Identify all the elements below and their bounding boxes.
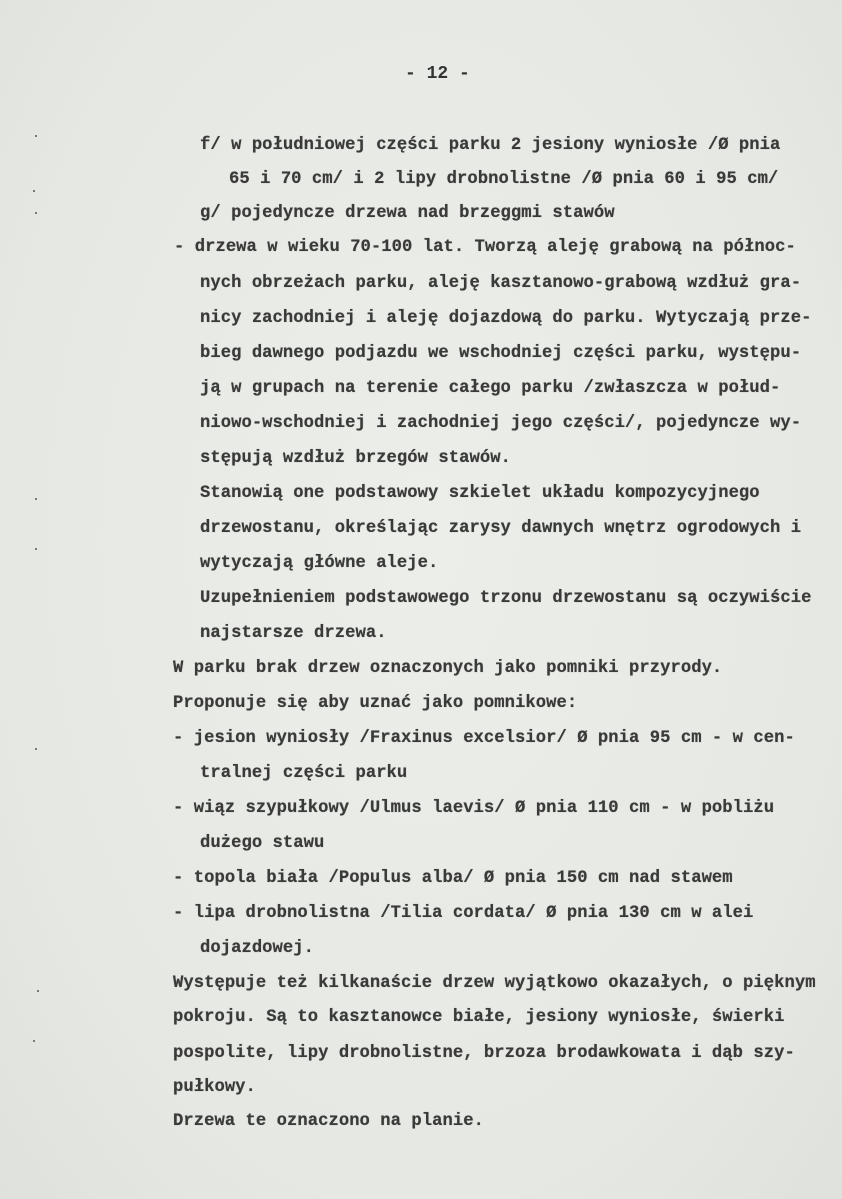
text-line: ją w grupach na terenie całego parku /zwłaszcza w połud-	[200, 379, 781, 398]
text-line: - topola biała /Populus alba/ Ø pnia 150 cm nad stawem	[173, 869, 733, 888]
page-number: - 12 -	[405, 64, 470, 84]
text-line: dojazdowej.	[200, 939, 315, 958]
scan-speck	[35, 498, 37, 500]
text-line: - wiąz szypułkowy /Ulmus laevis/ Ø pnia 110 cm - w pobliżu	[173, 799, 775, 818]
text-line: dużego stawu	[200, 834, 325, 853]
text-line: - jesion wyniosły /Fraxinus excelsior/ Ø pnia 95 cm - w cen-	[173, 729, 795, 748]
text-line: pułkowy.	[173, 1078, 256, 1097]
scan-speck	[35, 748, 37, 750]
text-line: f/ w południowej części parku 2 jesiony wyniosłe /Ø pnia	[200, 136, 781, 155]
text-line: g/ pojedyncze drzewa nad brzeggmi stawów	[200, 204, 615, 223]
text-line: Stanowią one podstawowy szkielet układu kompozycyjnego	[200, 484, 760, 503]
text-line: niowo-wschodniej i zachodniej jego części/, pojedyncze wy-	[200, 414, 802, 433]
scan-speck	[33, 190, 35, 192]
scan-speck	[35, 212, 37, 214]
text-line: nicy zachodniej i aleję dojazdową do parku. Wytyczają prze-	[200, 309, 812, 328]
text-line: 65 i 70 cm/ i 2 lipy drobnolistne /Ø pnia 60 i 95 cm/	[229, 170, 779, 189]
text-line: pospolite, lipy drobnolistne, brzoza brodawkowata i dąb szy-	[173, 1044, 795, 1063]
text-line: Proponuje się aby uznać jako pomnikowe:	[173, 694, 578, 713]
text-line: Uzupełnieniem podstawowego trzonu drzewostanu są oczywiście	[200, 589, 812, 608]
text-line: - drzewa w wieku 70-100 lat. Tworzą aleję grabową na północ-	[174, 238, 796, 257]
text-line: - lipa drobnolistna /Tilia cordata/ Ø pnia 130 cm w alei	[173, 904, 754, 923]
text-line: wytyczają główne aleje.	[200, 554, 439, 573]
text-line: tralnej części parku	[200, 764, 408, 783]
text-line: Występuje też kilkanaście drzew wyjątkowo okazałych, o pięknym	[173, 974, 816, 993]
text-line: nych obrzeżach parku, aleję kasztanowo-grabową wzdłuż gra-	[200, 274, 802, 293]
scan-speck	[35, 548, 37, 550]
text-line: Drzewa te oznaczono na planie.	[173, 1112, 484, 1131]
text-line: stępują wzdłuż brzegów stawów.	[200, 449, 511, 468]
scan-speck	[37, 990, 39, 992]
text-line: pokroju. Są to kasztanowce białe, jesiony wyniosłe, świerki	[173, 1008, 785, 1027]
text-line: najstarsze drzewa.	[200, 624, 387, 643]
text-line: W parku brak drzew oznaczonych jako pomniki przyrody.	[173, 659, 723, 678]
scan-speck	[35, 135, 37, 137]
text-line: bieg dawnego podjazdu we wschodniej części parku, występu-	[200, 344, 802, 363]
scan-speck	[33, 1040, 35, 1042]
text-line: drzewostanu, określając zarysy dawnych wnętrz ogrodowych i	[200, 519, 802, 538]
